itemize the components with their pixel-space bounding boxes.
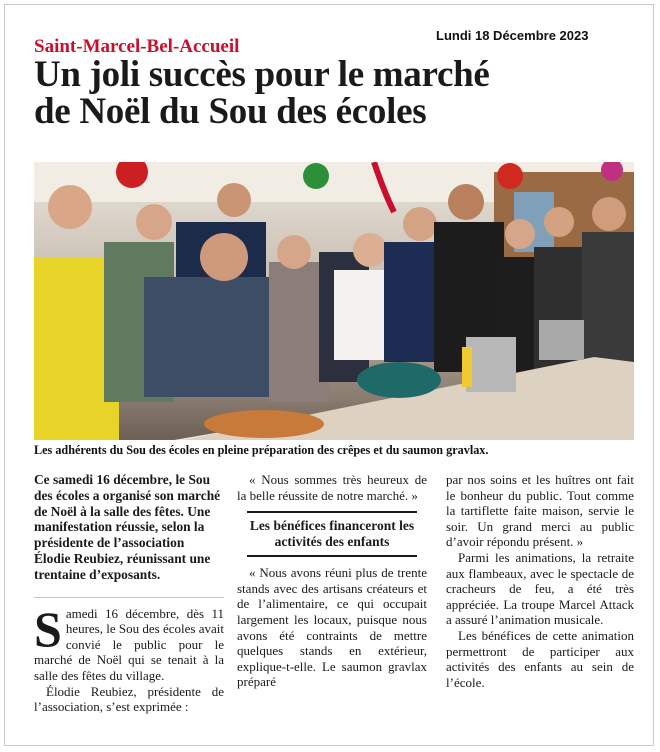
headline-line-1: Un joli succès pour le marché [34, 54, 490, 95]
article-lede: Ce samedi 16 décembre, le Sou des écoles a organisé son marché de Noël à la salle des fêtes. Une manifestation réussie, selon la présidente de l’association Élodie Reubiez, réunissant une trentaine d’exposants. [34, 472, 221, 582]
column-3 [446, 472, 634, 690]
column-separator [34, 597, 224, 598]
paragraph-3: « Nous avons réuni plus de trente stands avec des artisans créateurs et de l’alimentaire, ce qui occupait largement les locaux, puisque nous avons été contraints de mettre quelques stands en extérieur, explique-t-elle. Le saumon gravlax préparé [237, 565, 427, 690]
photo-illustration [34, 162, 634, 440]
article-body [34, 472, 634, 740]
quote-paragraph: « Nous sommes très heureux de la belle réussite de notre marché. » [237, 472, 427, 503]
photo-caption: Les adhérents du Sou des écoles en pleine préparation des crêpes et du saumon gravlax. [34, 443, 489, 457]
paragraph-1 [34, 600, 224, 684]
paragraph-5: Parmi les animations, la retraite aux flambeaux, avec le spectacle de cracheurs de feu, a été très appréciée. La troupe Marcel Attack a assuré l’animation musicale. [446, 549, 634, 628]
paragraph-4: par nos soins et les huîtres ont fait le bonheur du public. Tout comme la tartiflette faite maison, servie le soir. Un grand merci au public d’avoir répondu présent. » [446, 472, 634, 550]
drop-cap: S [34, 600, 62, 657]
section-kicker: Saint-Marcel-Bel-Accueil [34, 36, 240, 57]
paragraph-6: Les bénéfices de cette animation permettront de participer aux activités des enfants au sein de l’école. [446, 627, 634, 690]
paragraph-1-text: amedi 16 décembre, dès 11 heures, le Sou des écoles avait convié le public pour le marché de Noël qui se tenait à la salle des fêtes du village. [34, 605, 224, 683]
subheading: Les bénéfices financeront les activités des enfants [247, 511, 417, 557]
article-photo [34, 162, 634, 440]
article-headline [34, 56, 634, 130]
column-1 [34, 472, 224, 715]
publication-date: Lundi 18 Décembre 2023 [436, 28, 589, 43]
paragraph-2: Élodie Reubiez, présidente de l’association, s’est exprimée : [34, 683, 224, 715]
headline-line-2: de Noël du Sou des écoles [34, 91, 427, 132]
column-2 [237, 472, 427, 690]
